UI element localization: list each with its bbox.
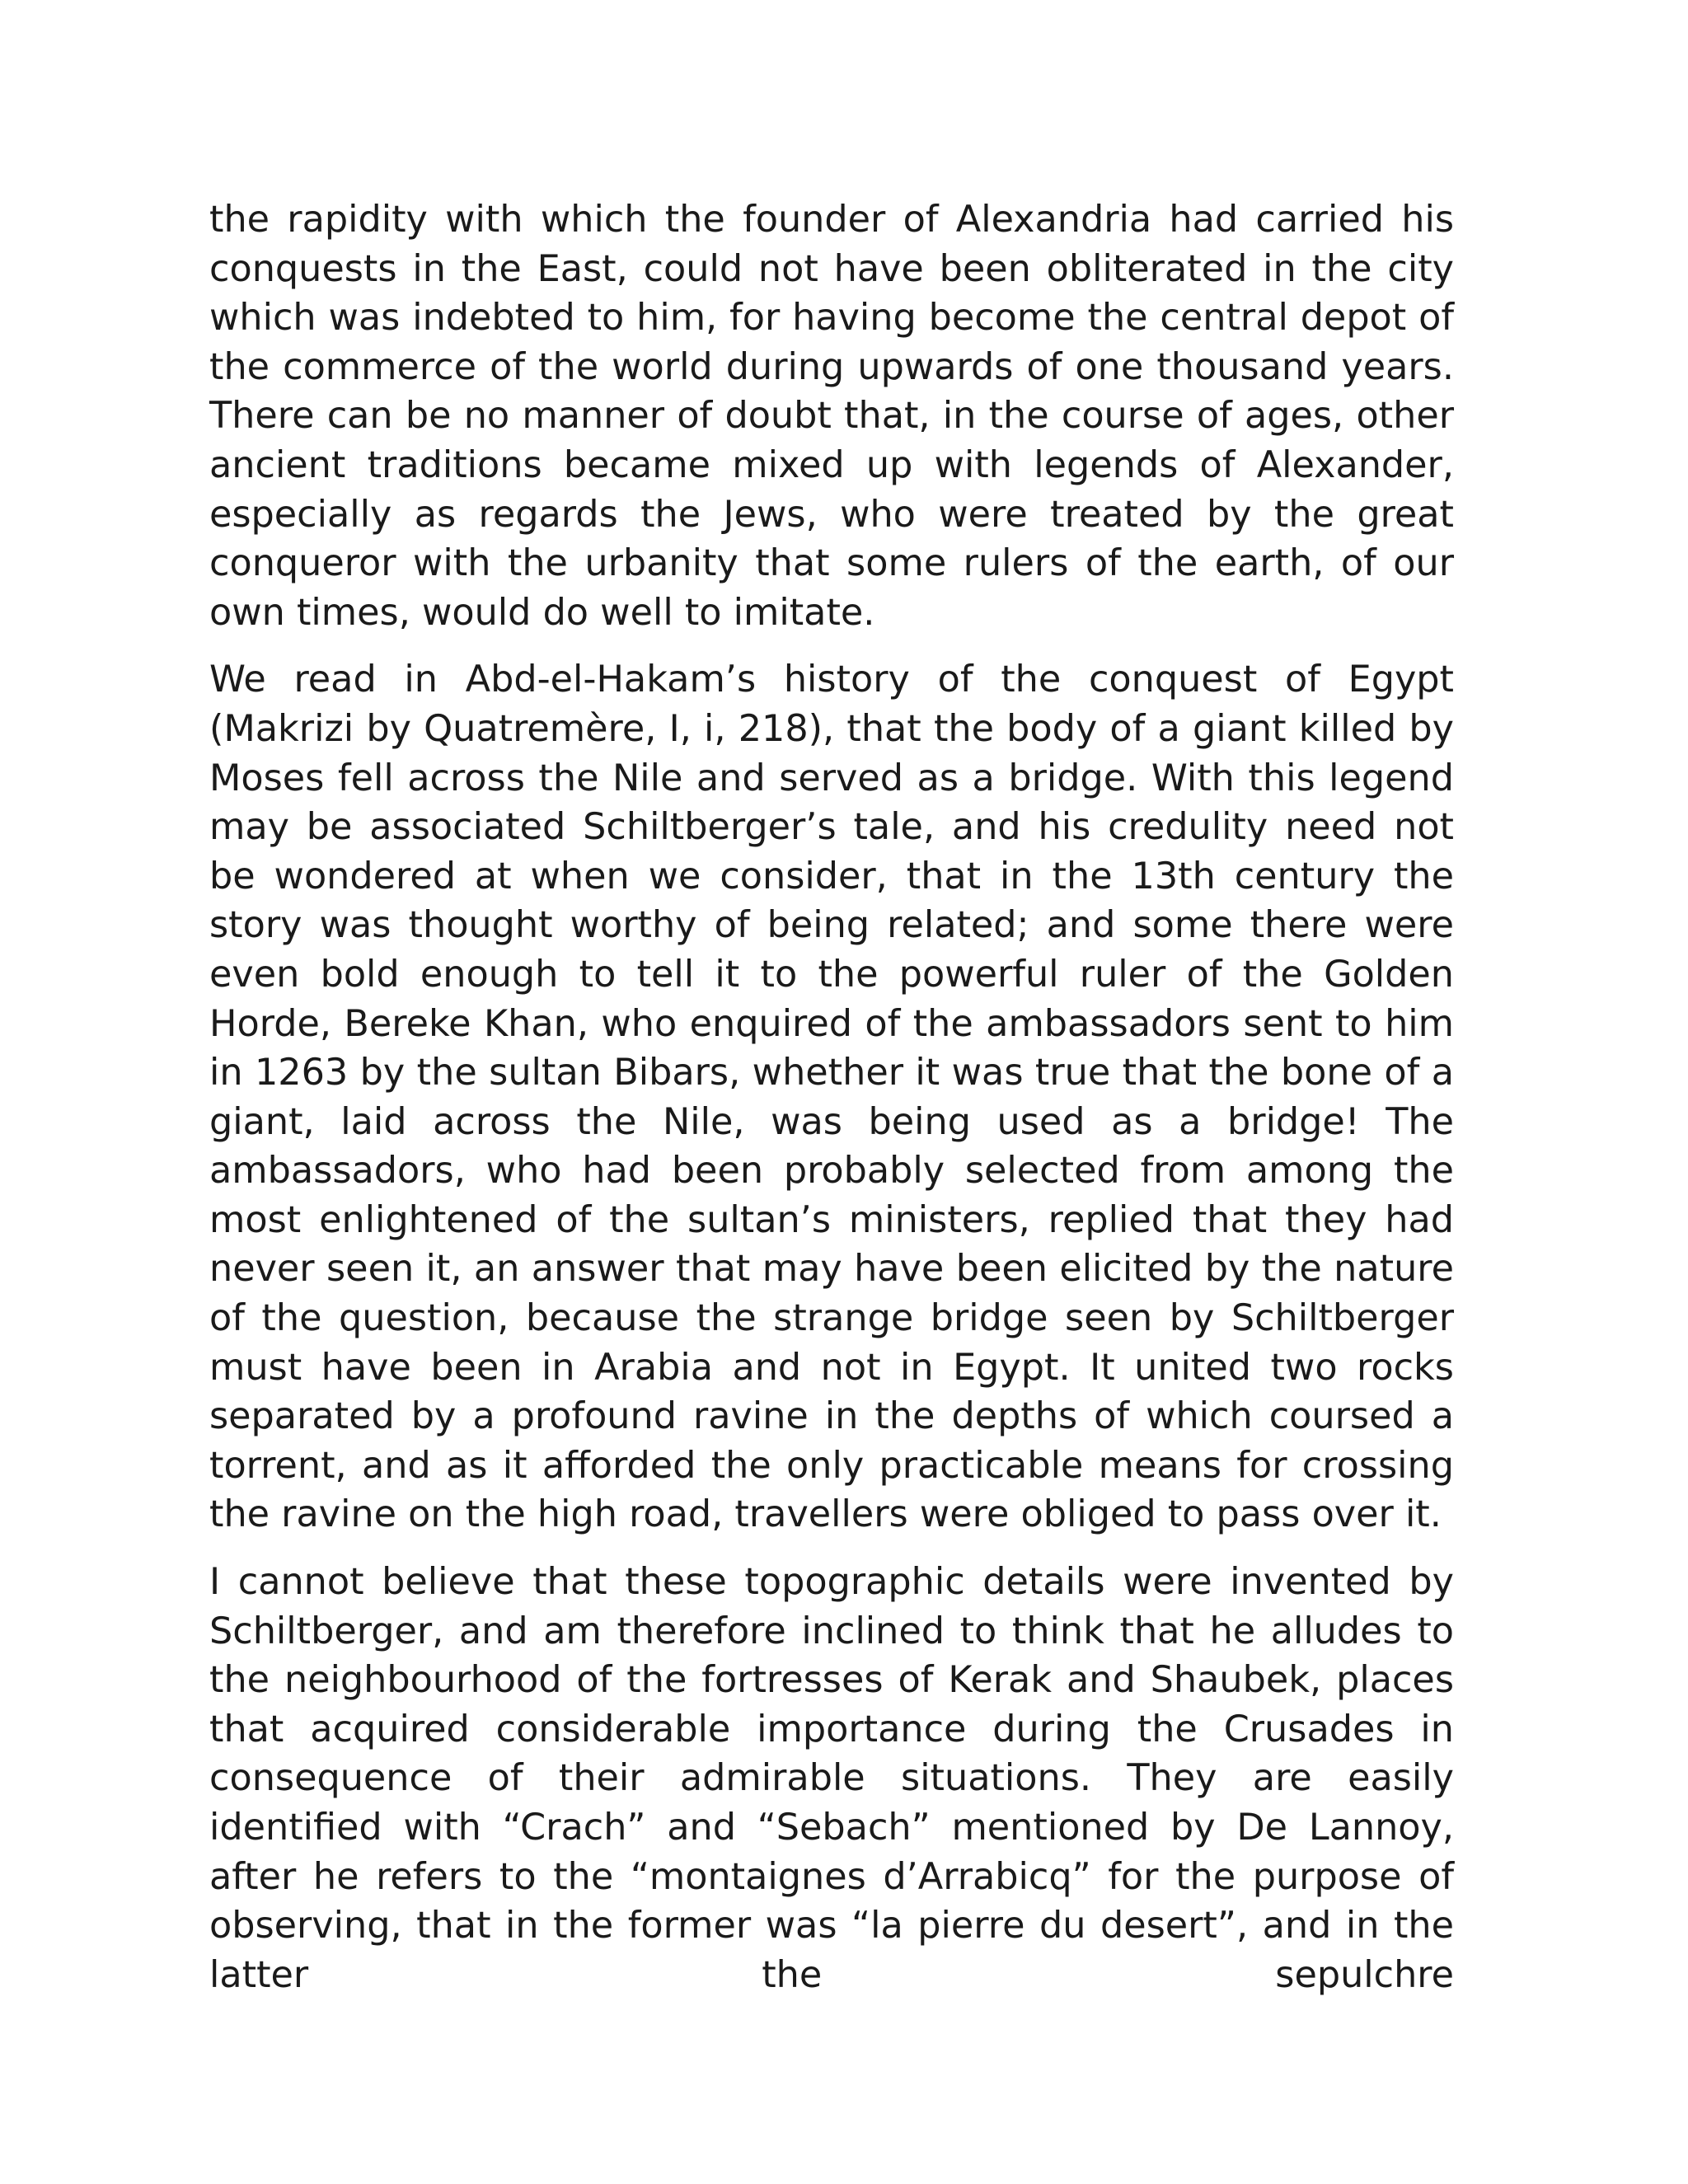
body-text [209, 195, 1454, 2018]
paragraph-2: We read in Abd-el-Hakam’s history of the conquest of Egypt (Makrizi by Quatremère, I, i, 218), that the body of a giant killed by Moses fell across the Nile and served as a bridge. With this legend may be associated Schiltberger’s tale, and his credulity need not be wondered at when we consider, that in the 13th century the story was thought worthy of being related; and some there were even bold enough to tell it to the powerful ruler of the Golden Horde, Bereke Khan, who enquired of the ambassadors sent to him in 1263 by the sultan Bibars, whether it was true that the bone of a giant, laid across the Nile, was being used as a bridge! The ambassadors, who had been probably selected from among the most enlightened of the sultan’s ministers, replied that they had never seen it, an answer that may have been elicited by the nature of the question, because the strange bridge seen by Schiltberger must have been in Arabia and not in Egypt. It united two rocks separated by a profound ravine in the depths of which coursed a torrent, and as it afforded the only practicable means for crossing the ravine on the high road, travellers were obliged to pass over it. [209, 658, 1454, 1536]
paragraph-3: I cannot believe that these topographic details were invented by Schiltberger, and am therefore inclined to think that he alludes to the neighbourhood of the fortresses of Kerak and Shaubek, places that acquired considerable importance during the Crusades in consequence of their admirable situations. They are easily identified with “Crach” and “Sebach” mentioned by De Lannoy, after he refers to the “montaignes d’Arrabicq” for the purpose of observing, that in the former was “la pierre du desert”, and in the latter the sepulchre [209, 1561, 1454, 1996]
paragraph-1: the rapidity with which the founder of Alexandria had carried his conquests in the East, could not have been obliterated in the city which was indebted to him, for having become the central depot of the commerce of the world during upwards of one thousand years. There can be no manner of doubt that, in the course of ages, other ancient traditions became mixed up with legends of Alexander, especially as regards the Jews, who were treated by the great conqueror with the urbanity that some rulers of the earth, of our own times, would do well to imitate. [209, 199, 1454, 634]
